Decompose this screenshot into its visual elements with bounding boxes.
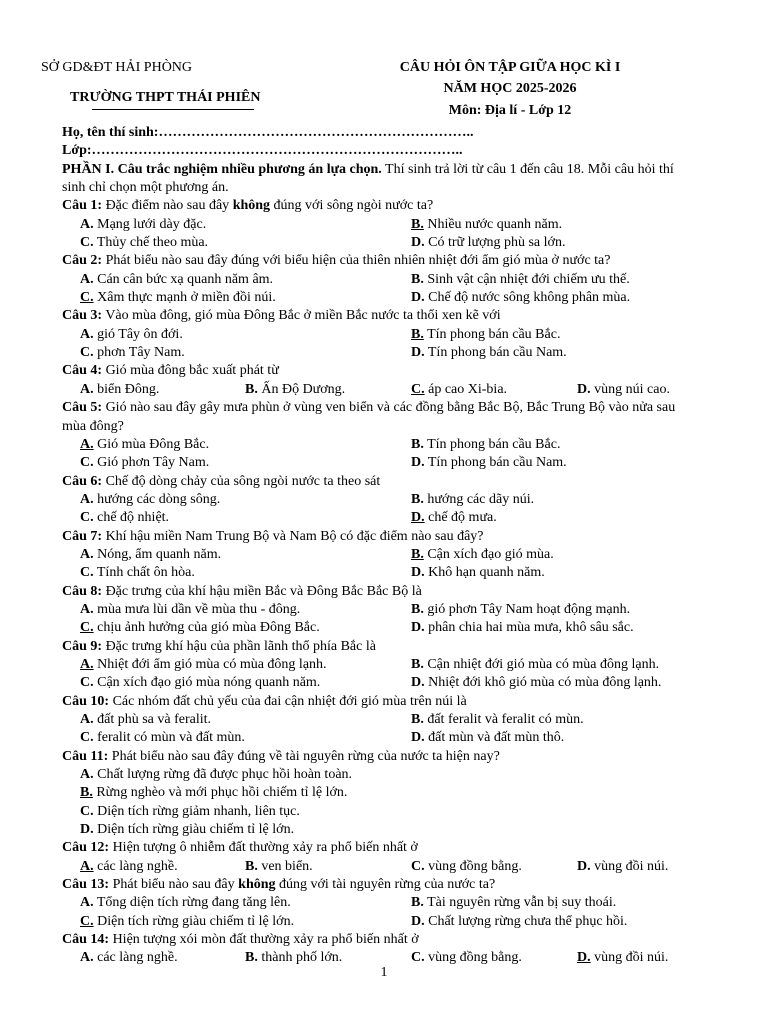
question-number: Câu 5: [62,400,103,416]
answer-option[interactable] [80,674,411,692]
answer-option[interactable] [411,454,690,472]
question-stem [62,748,690,766]
question-11 [62,748,690,840]
question-stem [62,583,690,601]
option-letter: D. [577,950,591,966]
option-text: Tín phong bán cầu Nam. [427,345,567,361]
option-text: các làng nghề. [97,950,178,966]
answer-option[interactable] [80,454,411,472]
answer-option[interactable] [411,546,690,564]
answer-options [62,546,690,583]
option-letter: C. [411,950,425,966]
option-letter: D. [80,822,94,838]
option-letter: A. [80,546,94,562]
question-6 [62,473,690,528]
option-text: hướng các dãy núi. [427,491,535,507]
answer-option[interactable] [80,729,411,747]
answer-options [62,656,690,693]
question-text: Phát biểu nào sau đây đúng về tài nguyên rừng của nước ta hiện nay? [111,748,500,764]
answer-option[interactable] [411,858,577,876]
school-year: NĂM HỌC 2025-2026 [443,81,577,96]
answer-option[interactable] [80,491,411,509]
answer-option[interactable] [80,894,411,912]
option-text: chế độ mưa. [428,510,497,526]
part-instruction: Thí sinh trả lời từ câu 1 đến câu 18. Mỗi câu hỏi thí sinh chỉ chọn một phương án. [62,161,674,196]
option-text: phân chia hai mùa mưa, khô sâu sắc. [428,620,634,636]
option-letter: B. [245,858,258,874]
option-letter: C. [80,675,94,691]
question-text: Gió mùa đông bắc xuất phát từ [105,363,279,379]
option-letter: A. [80,950,94,966]
answer-option[interactable] [80,216,411,234]
option-text: Tín phong bán cầu Nam. [427,455,567,471]
page-number: 1 [380,965,388,980]
option-text: mùa mưa lùi dần về mùa thu - đông. [97,601,301,617]
school-name: TRƯỜNG THPT THÁI PHIÊN [70,90,261,105]
answer-option[interactable] [245,858,411,876]
answer-option[interactable] [80,344,411,362]
question-stem [62,839,690,857]
option-text: hướng các dòng sông. [97,491,221,507]
option-letter: B. [411,271,424,287]
option-letter: D. [411,455,425,471]
option-letter: C. [80,455,94,471]
option-text: Rừng nghèo và mới phục hồi chiếm tỉ lệ lớn. [96,785,348,801]
answer-options [62,894,690,931]
department-name: SỞ GD&ĐT HẢI PHÒNG [41,60,193,75]
question-stem [62,693,690,711]
option-text: thành phố lớn. [261,950,343,966]
answer-option[interactable] [411,913,690,931]
question-number: Câu 4: [62,363,103,379]
option-text: biển Đông. [97,381,160,397]
question-stem [62,473,690,491]
question-14 [62,931,690,968]
answer-option[interactable] [411,894,690,912]
option-letter: C. [411,381,425,397]
question-stem [62,197,690,215]
question-text: Hiện tượng ô nhiễm đất thường xảy ra phổ biến nhất ở [112,840,418,856]
option-letter: C. [80,345,94,361]
option-letter: D. [411,913,425,929]
part-label: PHẦN I. Câu trắc nghiệm nhiều phương án lựa chọn. [62,161,382,177]
question-2 [62,252,690,307]
option-letter: B. [411,546,424,562]
answer-options [62,271,690,308]
answer-option[interactable] [80,711,411,729]
question-text: Chế độ dòng chảy của sông ngòi nước ta theo sát [105,473,381,489]
answer-option[interactable] [245,381,411,399]
question-text-end: đúng với sông ngòi nước ta? [273,198,434,214]
question-7 [62,528,690,583]
answer-option[interactable] [577,858,690,876]
question-text: Đặc trưng của khí hậu miền Bắc và Đông Bắc Bắc Bộ là [105,583,422,599]
option-text: Chất lượng rừng đã được phục hồi hoàn toàn. [97,767,353,783]
answer-options [62,436,690,473]
option-letter: A. [80,656,94,672]
question-9 [62,638,690,693]
answer-option[interactable] [80,803,690,821]
answer-option[interactable] [411,289,690,307]
option-text: Khô hạn quanh năm. [428,565,545,581]
answer-options [62,326,690,363]
question-number: Câu 12: [62,840,110,856]
question-8 [62,583,690,638]
option-text: Cán cân bức xạ quanh năm âm. [97,271,274,287]
option-letter: B. [411,656,424,672]
question-3 [62,307,690,362]
answer-option[interactable] [80,913,411,931]
option-text: vùng đồi núi. [594,858,669,874]
answer-option[interactable] [577,381,690,399]
question-4 [62,362,690,399]
answer-option[interactable] [80,509,411,527]
part-heading [62,161,690,198]
answer-option[interactable] [411,711,690,729]
option-text: vùng núi cao. [594,381,670,397]
option-letter: D. [411,675,425,691]
option-letter: C. [80,730,94,746]
question-number: Câu 11: [62,748,109,764]
option-letter: A. [80,895,94,911]
answer-option[interactable] [80,564,411,582]
school-underline [92,109,254,110]
question-text: Các nhóm đất chủ yếu của đai cận nhiệt đới gió mùa trên núi là [112,693,467,709]
answer-option[interactable] [411,509,690,527]
answer-option[interactable] [411,564,690,582]
option-letter: C. [80,620,94,636]
question-number: Câu 9: [62,638,103,654]
exam-body [62,124,690,968]
option-letter: A. [80,436,94,452]
question-text: Khí hậu miền Nam Trung Bộ và Nam Bộ có đặc điểm nào sau đây? [105,528,484,544]
option-letter: D. [411,620,425,636]
question-stem [62,876,690,894]
option-text: Nhiệt đới khô gió mùa có mùa đông lạnh. [428,675,662,691]
question-12 [62,839,690,876]
question-number: Câu 7: [62,528,103,544]
option-letter: A. [80,712,94,727]
exam-title: CÂU HỎI ÔN TẬP GIỮA HỌC KÌ I [399,60,621,75]
answer-option[interactable] [80,436,411,454]
option-letter: A. [80,326,94,342]
question-keyword: không [238,877,276,893]
question-keyword: không [232,198,271,214]
option-letter: D. [411,730,425,746]
option-text: Chất lượng rừng chưa thể phục hồi. [428,913,628,929]
answer-option[interactable] [80,546,411,564]
option-letter: C. [411,858,425,874]
question-stem [62,252,690,270]
question-number: Câu 2: [62,253,103,269]
option-text: Cận xích đạo gió mùa. [427,546,554,562]
answer-option[interactable] [80,289,411,307]
answer-option[interactable] [411,326,690,344]
option-letter: B. [411,216,424,232]
answer-options [62,491,690,528]
option-text: gió phơn Tây Nam hoạt động mạnh. [427,601,631,617]
option-text: Tín phong bán cầu Bắc. [427,326,561,342]
option-letter: A. [80,858,94,874]
student-name-line: Họ, tên thí sinh:………………………………………………………….. [62,125,474,140]
option-text: Tổng diện tích rừng đang tăng lên. [96,895,291,911]
option-text: đất phù sa và feralit. [97,712,212,727]
answer-option[interactable] [80,271,411,289]
option-text: Gió phơn Tây Nam. [97,455,210,471]
answer-option[interactable] [80,656,411,674]
answer-option[interactable] [411,601,690,619]
question-list [62,197,690,967]
option-text: Nhiều nước quanh năm. [427,216,563,232]
answer-option[interactable] [411,729,690,747]
option-text: ven biển. [261,858,313,874]
option-text: Tài nguyên rừng vẫn bị suy thoái. [427,895,617,911]
option-letter: A. [80,767,94,783]
option-letter: B. [411,712,424,727]
option-letter: D. [411,290,425,306]
question-text: Hiện tượng xói mòn đất thường xảy ra phổ biến nhất ở [112,932,419,948]
option-text: chế độ nhiệt. [97,510,170,526]
student-class-line: Lớp:…………………………………………………………………….. [62,143,463,159]
answer-options [62,858,690,876]
answer-option[interactable] [80,858,245,876]
answer-option[interactable] [411,344,690,362]
question-13 [62,876,690,931]
answer-options [62,216,690,253]
option-text: feralit có mùn và đất mùn. [97,730,245,746]
option-letter: D. [577,858,591,874]
option-letter: C. [80,290,94,306]
option-text: Cận nhiệt đới gió mùa có mùa đông lạnh. [427,656,660,672]
answer-options [62,711,690,748]
option-text: đất feralit và feralit có mùn. [427,712,584,727]
question-number: Câu 13: [62,877,110,893]
answer-option[interactable] [411,271,690,289]
option-letter: B. [245,381,258,397]
option-letter: A. [80,271,94,287]
option-text: các làng nghề. [97,858,178,874]
answer-option[interactable] [80,381,245,399]
subject-grade: Môn: Địa lí - Lớp 12 [448,103,572,118]
answer-options [62,601,690,638]
answer-option[interactable] [411,436,690,454]
question-1 [62,197,690,252]
answer-option[interactable] [80,326,411,344]
answer-option[interactable] [80,821,690,839]
option-letter: C. [80,803,94,819]
option-letter: A. [80,601,94,617]
answer-option[interactable] [80,619,411,637]
answer-option[interactable] [411,234,690,252]
question-text: Phát biểu nào sau đây [112,877,235,893]
question-number: Câu 10: [62,693,110,709]
option-letter: B. [411,491,424,507]
answer-option[interactable] [80,601,411,619]
answer-option[interactable] [411,656,690,674]
option-text: Mạng lưới dày đặc. [97,216,207,232]
option-letter: B. [80,785,93,801]
option-letter: A. [80,216,94,232]
question-number: Câu 8: [62,583,103,599]
option-text: vùng đồng bằng. [428,858,522,874]
question-stem [62,362,690,380]
answer-option[interactable] [80,784,690,802]
option-text: Xâm thực mạnh ở miền đồi núi. [97,290,276,306]
option-text: Tín phong bán cầu Bắc. [427,436,561,452]
option-letter: C. [80,235,94,251]
answer-option[interactable] [80,766,690,784]
question-text: Đặc điểm nào sau đây [105,198,230,214]
option-text: Nóng, ẩm quanh năm. [97,546,222,562]
question-stem [62,528,690,546]
question-text: Phát biểu nào sau đây đúng với biểu hiện của thiên nhiên nhiệt đới ẩm gió mùa ở nước ta? [105,253,611,269]
question-number: Câu 14: [62,932,110,948]
option-text: Diện tích rừng giàu chiếm tỉ lệ lớn. [97,913,295,929]
question-stem [62,399,690,436]
option-text: Sinh vật cận nhiệt đới chiếm ưu thế. [427,271,630,287]
question-number: Câu 3: [62,308,103,324]
option-letter: D. [411,565,425,581]
answer-option[interactable] [411,674,690,692]
option-letter: C. [80,510,94,526]
question-5 [62,399,690,472]
answer-options [62,766,690,839]
question-text: Gió nào sau đây gây mưa phùn ở vùng ven biển và các đồng bằng Bắc Bộ, Bắc Trung Bộ vào nửa sau mùa đông? [62,400,676,434]
answer-option[interactable] [411,381,577,399]
option-text: đất mùn và đất mùn thô. [428,730,565,746]
option-letter: D. [411,345,425,361]
option-text: Tính chất ôn hòa. [96,565,195,581]
option-text: Diện tích rừng giàu chiếm tỉ lệ lớn. [97,822,295,838]
question-text: Vào mùa đông, gió mùa Đông Bắc ở miền Bắc nước ta thổi xen kẽ với [105,308,501,324]
answer-option[interactable] [411,216,690,234]
option-letter: B. [245,950,258,966]
question-number: Câu 1: [62,198,103,214]
option-letter: D. [411,510,425,526]
option-letter: A. [80,381,94,397]
option-text: vùng đồi núi. [594,950,669,966]
option-text: Chế độ nước sông không phân mùa. [428,290,631,306]
option-text: phơn Tây Nam. [97,345,185,361]
answer-option[interactable] [411,491,690,509]
option-text: Thủy chế theo mùa. [96,235,209,251]
question-text-end: đúng với tài nguyên rừng của nước ta? [279,877,496,893]
option-letter: B. [411,895,424,911]
question-stem [62,307,690,325]
option-text: vùng đồng bằng. [428,950,522,966]
question-stem [62,638,690,656]
answer-option[interactable] [411,619,690,637]
option-letter: D. [411,235,425,251]
option-letter: A. [80,491,94,507]
option-text: chịu ảnh hưởng của gió mùa Đông Bắc. [97,620,320,636]
option-text: Có trữ lượng phù sa lớn. [428,235,566,251]
answer-option[interactable] [80,234,411,252]
option-text: Gió mùa Đông Bắc. [97,436,210,452]
option-letter: B. [411,436,424,452]
question-stem [62,931,690,949]
option-text: Nhiệt đới ẩm gió mùa có mùa đông lạnh. [97,656,327,672]
option-letter: B. [411,601,424,617]
option-text: gió Tây ôn đới. [97,326,183,342]
question-text: Đặc trưng khí hậu của phần lãnh thổ phía Bắc là [105,638,376,654]
option-letter: D. [577,381,591,397]
question-10 [62,693,690,748]
option-letter: C. [80,565,94,581]
answer-options [62,381,690,399]
option-text: áp cao Xi-bia. [428,381,508,397]
question-number: Câu 6: [62,473,103,489]
option-text: Cận xích đạo gió mùa nóng quanh năm. [97,675,321,691]
option-text: Ấn Độ Dương. [261,381,346,397]
option-letter: C. [80,913,94,929]
option-letter: B. [411,326,424,342]
option-text: Diện tích rừng giảm nhanh, liên tục. [97,803,300,819]
